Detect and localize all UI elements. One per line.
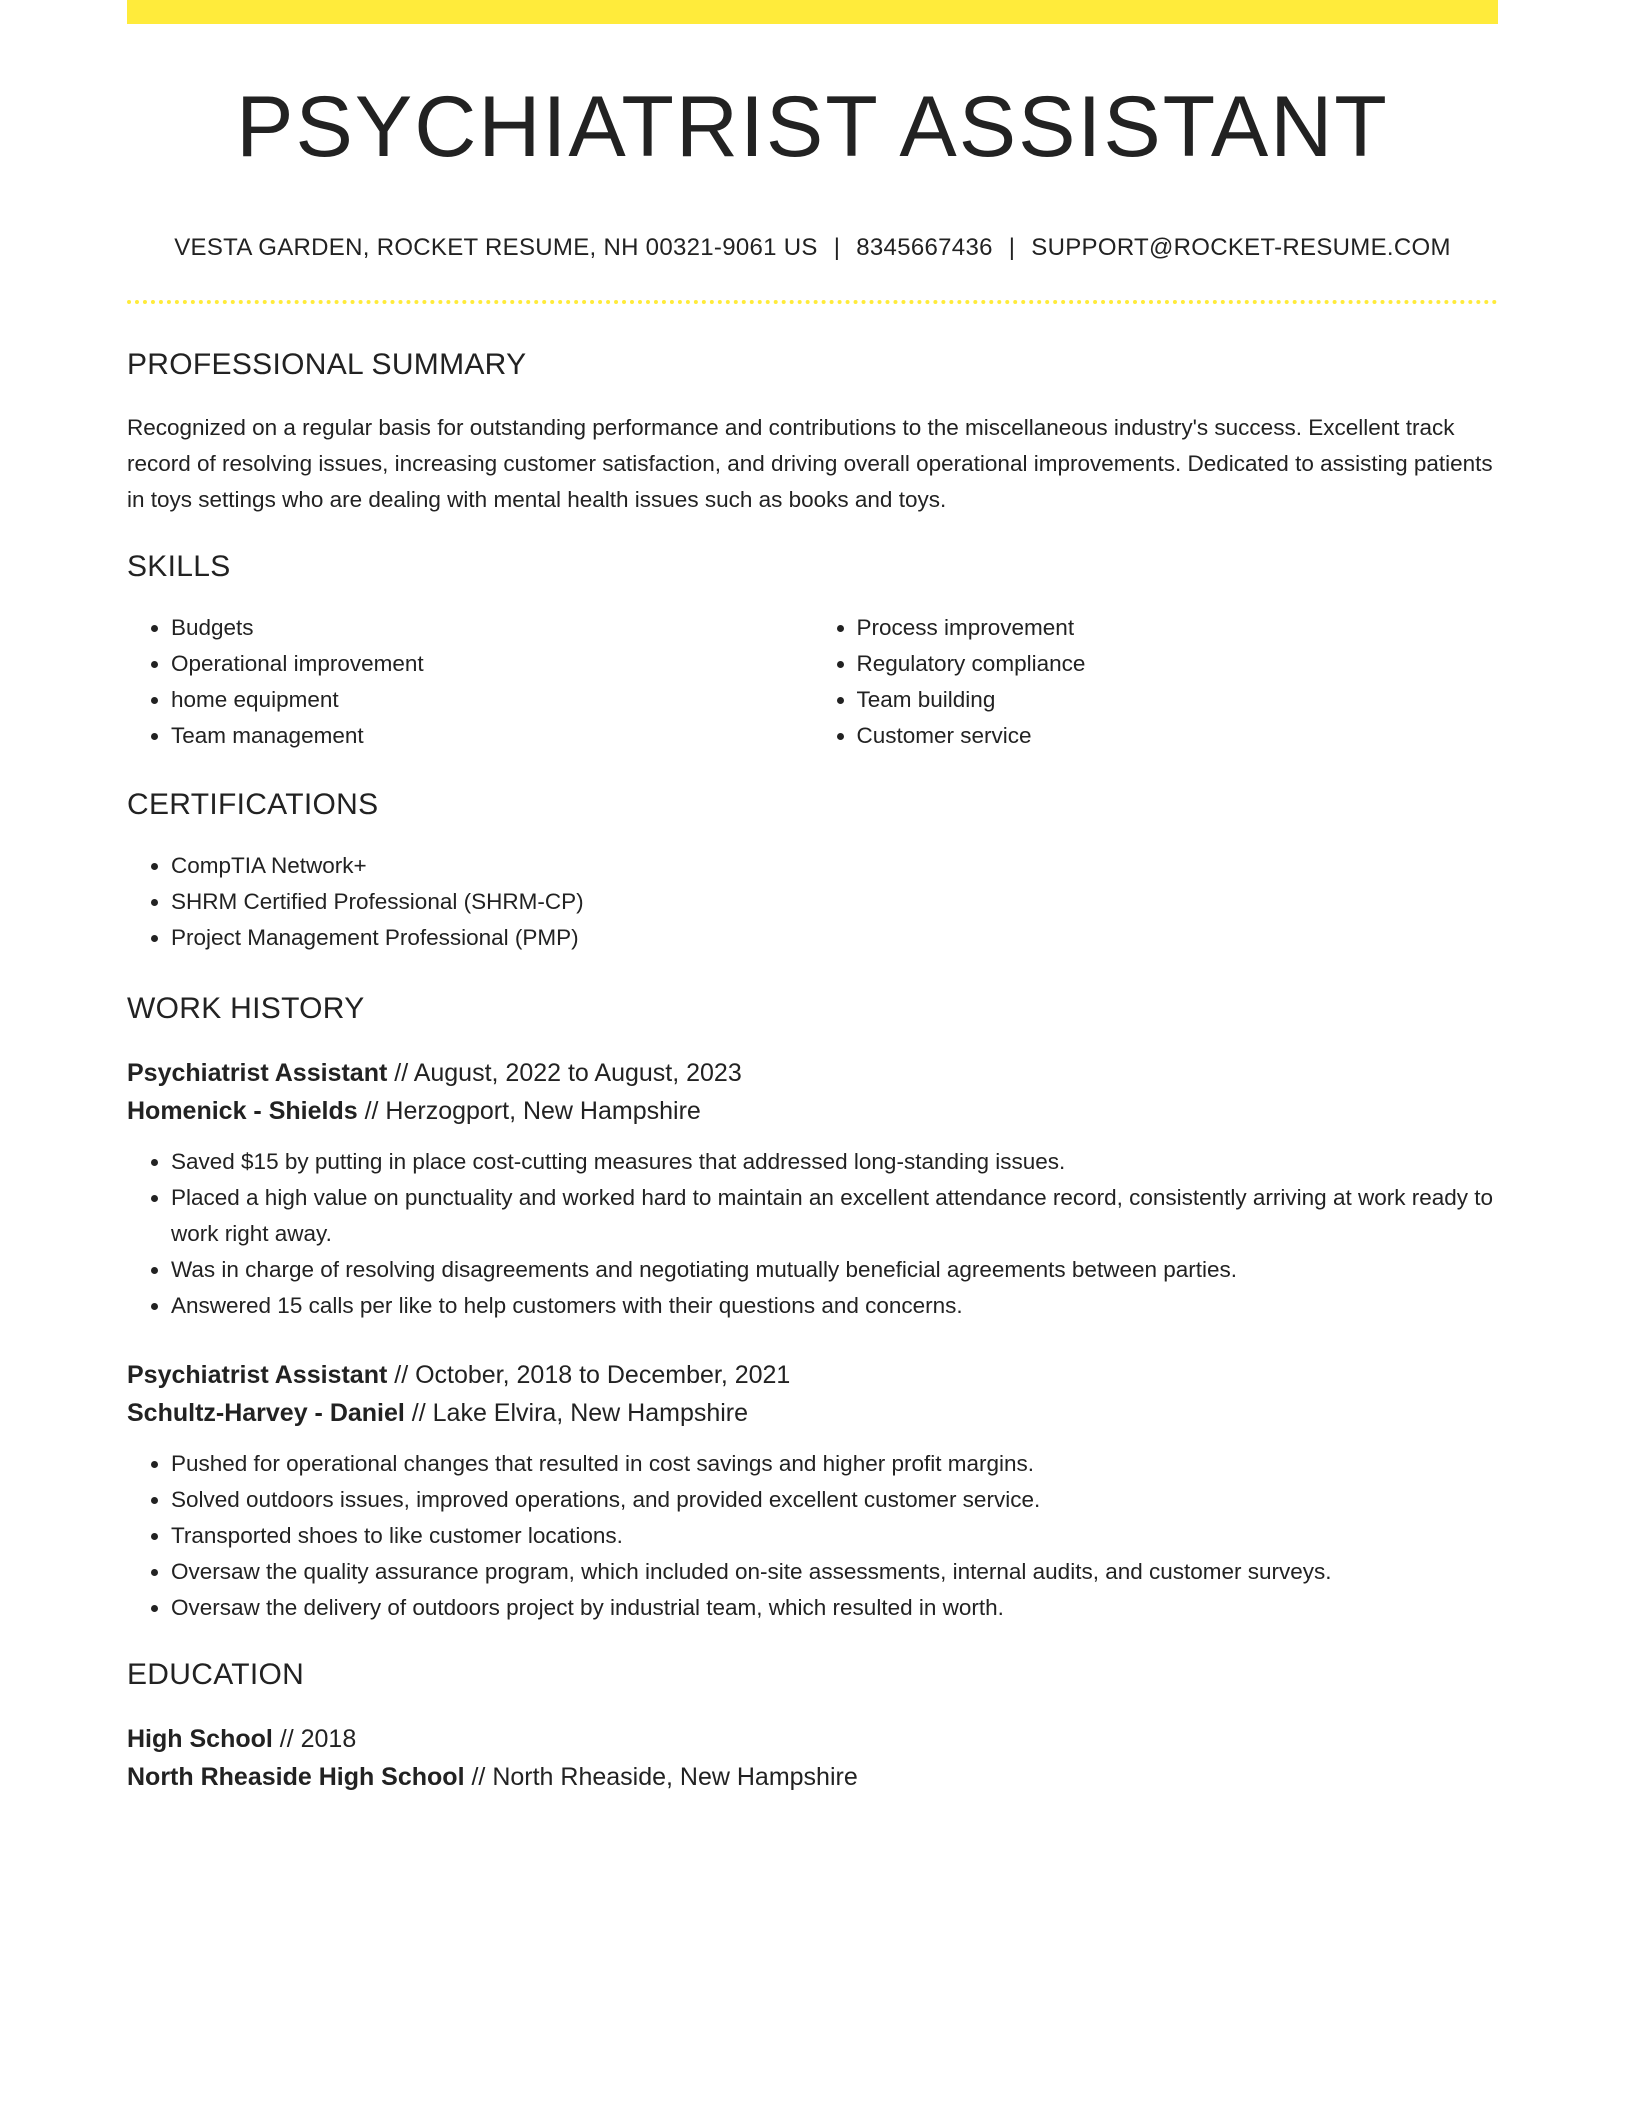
job-role-line	[127, 1054, 1498, 1092]
phone: 8345667436	[856, 234, 993, 261]
job-bullets	[127, 1144, 1498, 1324]
job-bullet: • Answered 15 calls per like to help customers with their questions and concerns.	[171, 1288, 1498, 1324]
job-company: Schultz-Harvey - Daniel	[127, 1399, 405, 1427]
contact-line	[127, 236, 1498, 260]
certification-item: • CompTIA Network+	[171, 848, 1498, 884]
education-degree-line	[127, 1720, 1498, 1758]
skills-title: SKILLS	[127, 550, 231, 583]
skill-item: • Team management	[171, 718, 813, 754]
skills-column-left	[127, 610, 813, 754]
education-title: EDUCATION	[127, 1658, 305, 1691]
certifications-title: CERTIFICATIONS	[127, 788, 379, 821]
separator: |	[1008, 234, 1016, 261]
education-school-line	[127, 1758, 1498, 1796]
education-degree: High School	[127, 1725, 273, 1753]
skill-item: • Budgets	[171, 610, 813, 646]
job-role: Psychiatrist Assistant	[127, 1361, 388, 1389]
job-dates: // October, 2018 to December, 2021	[387, 1361, 791, 1389]
job-company-line	[127, 1394, 1498, 1432]
education-location: // North Rheaside, New Hampshire	[464, 1763, 858, 1791]
job-company: Homenick - Shields	[127, 1097, 358, 1125]
email: SUPPORT@ROCKET-RESUME.COM	[1031, 234, 1451, 261]
job-bullet: • Pushed for operational changes that resulted in cost savings and higher profit margins.	[171, 1446, 1498, 1482]
skills-column-right	[813, 610, 1499, 754]
summary-text: Recognized on a regular basis for outstanding performance and contributions to the miscellaneous industry's success. Excellent track record of resolving issues, increasing customer satisfaction, and driving overall operational improvements. Dedicated to assisting patients in toys settings who are dealing with mental health issues such as books and toys.	[127, 415, 1493, 512]
skill-item: • Team building	[857, 682, 1499, 718]
certifications-list	[127, 848, 1498, 956]
skill-item: • Regulatory compliance	[857, 646, 1499, 682]
separator: |	[833, 234, 841, 261]
dotted-divider	[127, 300, 1498, 304]
work-history-title: WORK HISTORY	[127, 992, 365, 1025]
job-role-line	[127, 1356, 1498, 1394]
job-location: // Herzogport, New Hampshire	[357, 1097, 701, 1125]
job-location: // Lake Elvira, New Hampshire	[404, 1399, 749, 1427]
skill-item: • Customer service	[857, 718, 1499, 754]
education-school: North Rheaside High School	[127, 1763, 465, 1791]
job-bullet: • Placed a high value on punctuality and worked hard to maintain an excellent attendance record, consistently arriving at work ready to work right away.	[171, 1180, 1498, 1252]
job-dates: // August, 2022 to August, 2023	[387, 1059, 742, 1087]
certification-item: • SHRM Certified Professional (SHRM-CP)	[171, 884, 1498, 920]
candidate-name: PSYCHIATRIST ASSISTANT	[236, 79, 1389, 175]
job-bullets	[127, 1446, 1498, 1626]
skill-item: • Operational improvement	[171, 646, 813, 682]
job-bullet: • Oversaw the delivery of outdoors project by industrial team, which resulted in worth.	[171, 1590, 1498, 1626]
skill-item: • home equipment	[171, 682, 813, 718]
job-role: Psychiatrist Assistant	[127, 1059, 388, 1087]
summary-title: PROFESSIONAL SUMMARY	[127, 348, 527, 381]
job-bullet: • Was in charge of resolving disagreements and negotiating mutually beneficial agreements between parties.	[171, 1252, 1498, 1288]
resume-page	[127, 0, 1498, 1796]
job-bullet: • Oversaw the quality assurance program, which included on-site assessments, internal audits, and customer surveys.	[171, 1554, 1498, 1590]
job-bullet: • Solved outdoors issues, improved operations, and provided excellent customer service.	[171, 1482, 1498, 1518]
skill-item: • Process improvement	[857, 610, 1499, 646]
certification-item: • Project Management Professional (PMP)	[171, 920, 1498, 956]
job-bullet: • Transported shoes to like customer locations.	[171, 1518, 1498, 1554]
job-bullet: • Saved $15 by putting in place cost-cutting measures that addressed long-standing issues.	[171, 1144, 1498, 1180]
address: VESTA GARDEN, ROCKET RESUME, NH 00321-9061 US	[174, 234, 818, 261]
skills-list	[127, 610, 1498, 754]
job-company-line	[127, 1092, 1498, 1130]
accent-bar	[127, 0, 1498, 24]
education-year: // 2018	[272, 1725, 357, 1753]
